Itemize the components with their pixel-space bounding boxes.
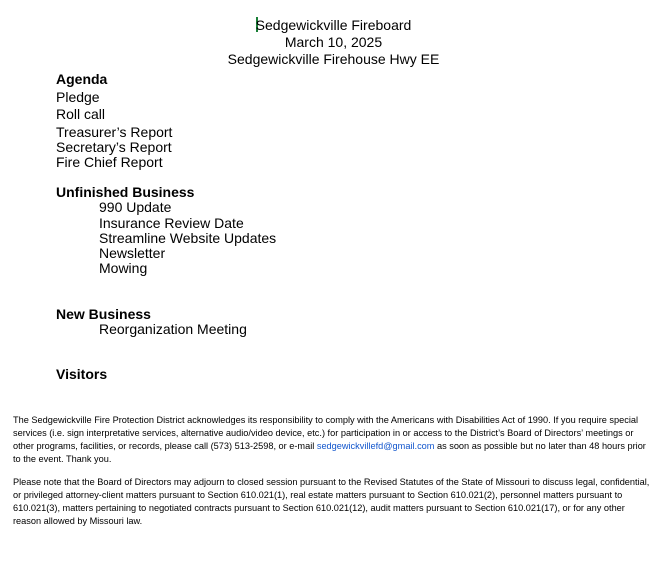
document-title: Sedgewickville Fireboard: [255, 17, 412, 33]
new-business-item-reorganization: Reorganization Meeting: [99, 321, 247, 337]
visitors-heading: Visitors: [56, 366, 108, 382]
agenda-item-pledge: Pledge: [56, 89, 100, 105]
unfinished-item-newsletter: Newsletter: [99, 245, 166, 261]
contact-email-link[interactable]: sedgewickvillefd@gmail.com: [316, 441, 435, 451]
unfinished-item-990-update: 990 Update: [99, 199, 172, 215]
document-header: [0, 17, 667, 68]
agenda-item-roll-call: Roll call: [56, 106, 106, 122]
agenda-heading: Agenda: [56, 71, 108, 87]
header-title-line: [0, 17, 667, 34]
new-business-heading: New Business: [56, 306, 151, 322]
closed-session-notice: [13, 476, 653, 528]
unfinished-item-website-updates: Streamline Website Updates: [99, 230, 277, 246]
ada-notice-paragraph: [13, 414, 653, 466]
unfinished-item-insurance-review: Insurance Review Date: [99, 215, 244, 231]
meeting-date: March 10, 2025: [284, 34, 383, 50]
closed-session-paragraph: Please note that the Board of Directors may adjourn to closed session pursuant to the Revised Statutes of the State of Missouri to discuss legal, confidential, or privileged attorney-client matters pursuant to Section 610.021(1), real estate matters pursuant to Section 610.021(2), personnel matters pursuant to 610.021(3), matters pertaining to negotiated contracts pursuant to Section 610.021(12), audit matters pursuant to Section 610.021(17), or for any other reason allowed by Missouri law.: [13, 477, 650, 526]
meeting-location: Sedgewickville Firehouse Hwy EE: [227, 51, 440, 67]
unfinished-item-mowing: Mowing: [99, 260, 148, 276]
agenda-item-fire-chief-report: Fire Chief Report: [56, 154, 163, 170]
agenda-item-secretary-report: Secretary’s Report: [56, 139, 172, 155]
ada-notice: [13, 414, 653, 466]
unfinished-business-heading: Unfinished Business: [56, 184, 195, 200]
ada-notice-text-part1: The Sedgewickville Fire Protection District acknowledges its responsibility to comply with the Americans with Disabilities Act of 1990. If you require special services (i.e. sign interpretative services, alternative audio/video device, etc.) for participation in or access to the District’s Board of Directors’ meetings or other programs, facilities, or records, please call (573) 513-2598, or e-mail: [13, 415, 639, 451]
ada-notice-text-part2: as soon as possible but no later than 48 hours prior to the event. Thank you.: [13, 441, 646, 464]
agenda-item-treasurer-report: Treasurer’s Report: [56, 124, 173, 140]
